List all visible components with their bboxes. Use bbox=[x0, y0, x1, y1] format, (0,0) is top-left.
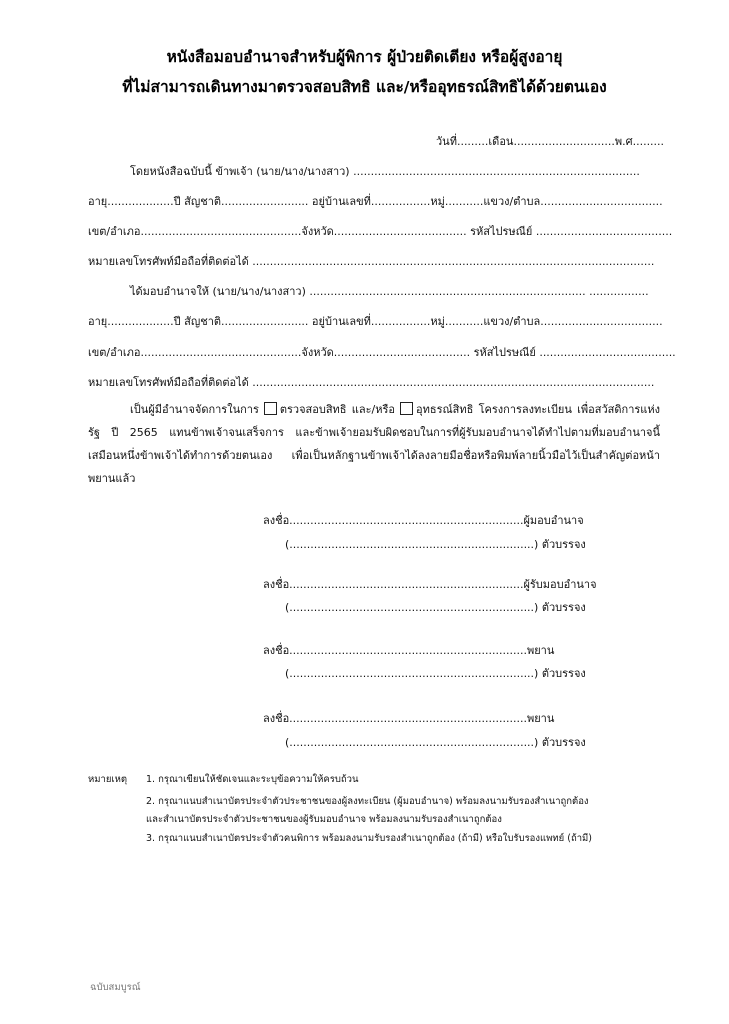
check-rights-checkbox[interactable] bbox=[264, 402, 277, 415]
note-item: 1. กรุณาเขียนให้ชัดเจนและระบุข้อความให้ครบถ้วน bbox=[146, 774, 359, 785]
date-line: วันที่.........เดือน.............................พ.ศ......... bbox=[436, 135, 665, 148]
witness2-printed-name: (......................................................................) ตัวบรรจง bbox=[285, 736, 586, 749]
grantor-printed-name: (......................................................................) ตัวบรรจง bbox=[285, 538, 586, 551]
grantor-district-line: เขต/อำเภอ..............................................จังหวัด...................................... รหัสไปรษณีย์ ....................................... bbox=[88, 225, 673, 238]
grantee-age-line: อายุ...................ปี สัญชาติ......................... อยู่บ้านเลขที่.................หมู่...........แขวง/ตำบล................................... bbox=[88, 315, 663, 328]
grantor-intro: โดยหนังสือฉบับนี้ ข้าพเจ้า (นาย/นาง/นางสาว) .................................................................................. bbox=[130, 165, 640, 178]
note-item: 2. กรุณาแนบสำเนาบัตรประจำตัวประชาชนของผู้ลงทะเบียน (ผู้มอบอำนาจ) พร้อมลงนามรับรองสำเนาถูกต้อง bbox=[146, 796, 589, 807]
witness1-signature-line: ลงชื่อ....................................................................พยาน bbox=[263, 644, 555, 657]
witness2-signature-line: ลงชื่อ....................................................................พยาน bbox=[263, 712, 555, 725]
authorization-lead: เป็นผู้มีอำนาจจัดการในการ bbox=[130, 403, 259, 416]
witness1-printed-name: (......................................................................) ตัวบรรจง bbox=[285, 667, 586, 680]
grantee-intro: ได้มอบอำนาจให้ (นาย/นาง/นางสาว) ............................................................................... ................. bbox=[130, 285, 649, 298]
option-appeal-rights-label: อุทธรณ์สิทธิ โครงการลงทะเบียน bbox=[416, 403, 572, 416]
grantee-district-line: เขต/อำเภอ..............................................จังหวัด....................................... รหัสไปรษณีย์ ....................................... bbox=[88, 346, 676, 359]
notes-label: หมายเหตุ bbox=[88, 774, 128, 785]
footer-version-text: ฉบับสมบูรณ์ bbox=[90, 982, 141, 993]
authorization-body: เพื่อสวัสดิการแห่งรัฐ ปี 2565 แทนข้าพเจ้าจนเสร็จการ และข้าพเจ้ายอมรับผิดชอบในการที่ผู้รับมอบอำนาจได้ทำไปตามที่มอบอำนาจนี้เสมือนหนึ่งข้าพเจ้าได้ทำการด้วยตนเอง เพื่อเป็นหลักฐานข้าพเจ้าได้ลงลายมือชื่อหรือพิมพ์ลายนิ้วมือไว้เป็นสำคัญต่อหน้าพยานแล้ว bbox=[88, 403, 660, 485]
appeal-rights-checkbox[interactable] bbox=[400, 402, 413, 415]
grantor-signature-line: ลงชื่อ...................................................................ผู้มอบอำนาจ bbox=[263, 514, 584, 527]
authorization-paragraph bbox=[88, 398, 660, 490]
grantee-phone-line: หมายเลขโทรศัพท์มือถือที่ติดต่อได้ ................................................................................................................... bbox=[88, 376, 655, 389]
form-title-line2: ที่ไม่สามารถเดินทางมาตรวจสอบสิทธิ และ/หรืออุทธรณ์สิทธิได้ด้วยตนเอง bbox=[122, 78, 607, 96]
grantor-age-line: อายุ...................ปี สัญชาติ......................... อยู่บ้านเลขที่.................หมู่...........แขวง/ตำบล................................... bbox=[88, 195, 663, 208]
grantor-phone-line: หมายเลขโทรศัพท์มือถือที่ติดต่อได้ ................................................................................................................... bbox=[88, 255, 655, 268]
grantee-printed-name: (......................................................................) ตัวบรรจง bbox=[285, 601, 586, 614]
note-item: และสำเนาบัตรประจำตัวประชาชนของผู้รับมอบอำนาจ พร้อมลงนามรับรองสำเนาถูกต้อง bbox=[146, 814, 502, 825]
form-title-line1: หนังสือมอบอำนาจสำหรับผู้พิการ ผู้ป่วยติดเตียง หรือผู้สูงอายุ bbox=[166, 48, 563, 66]
option-check-rights-label: ตรวจสอบสิทธิ และ/หรือ bbox=[279, 403, 395, 416]
grantee-signature-line: ลงชื่อ...................................................................ผู้รับมอบอำนาจ bbox=[263, 578, 597, 591]
note-item: 3. กรุณาแนบสำเนาบัตรประจำตัวคนพิการ พร้อมลงนามรับรองสำเนาถูกต้อง (ถ้ามี) หรือใบรับรองแพทย์ (ถ้ามี) bbox=[146, 833, 593, 844]
